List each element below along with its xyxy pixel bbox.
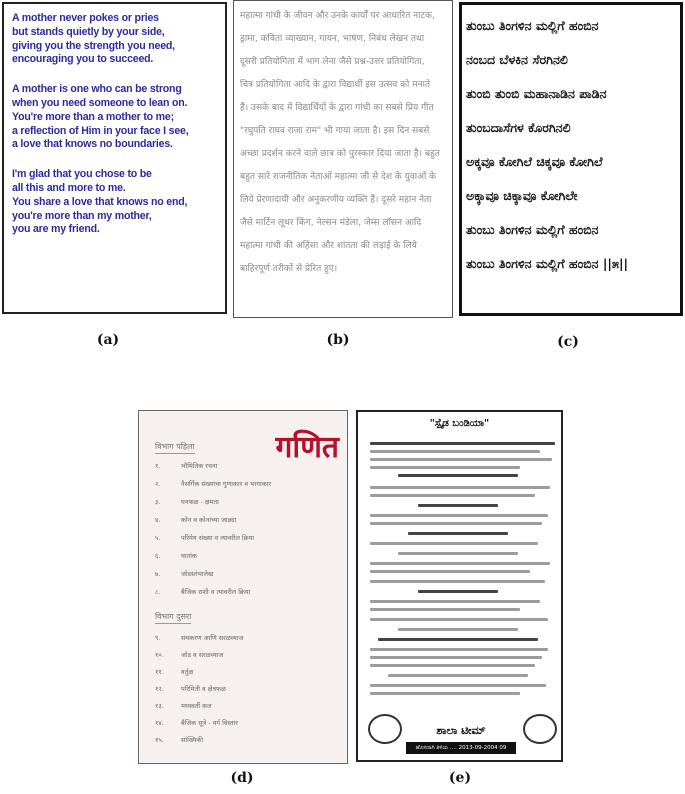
notice-text-line bbox=[370, 494, 535, 497]
contents-item-label: सांख्यिकी bbox=[181, 736, 204, 744]
contents-item-label: जोड व सरळव्याज bbox=[181, 651, 224, 659]
poem-stanza bbox=[12, 168, 219, 237]
notice-text-line bbox=[370, 580, 545, 583]
contents-item-number: ४. bbox=[155, 516, 161, 524]
notice-text-line bbox=[370, 486, 550, 489]
contents-item bbox=[155, 515, 236, 524]
verse-line: ಅಕ್ಕವೂ ಕೋಗಿಲೆ ಚಿಕ್ಕವೂ ಕೋಗಿಲೆ bbox=[466, 154, 603, 169]
notice-text-line bbox=[418, 504, 498, 507]
contents-item-label: भौमितिक रचना bbox=[181, 462, 218, 470]
caption-b: (b) bbox=[326, 332, 350, 348]
contents-item-number: १०. bbox=[155, 651, 164, 659]
caption-a: (a) bbox=[96, 332, 120, 348]
poem-stanza bbox=[12, 12, 219, 67]
contents-item bbox=[155, 569, 213, 578]
notice-text-line bbox=[370, 458, 552, 461]
notice-text-line bbox=[370, 600, 540, 603]
verse-line: ತುಂಬು ತಿಂಗಳಿನ ಮಲ್ಲಿಗೆ ಹಂಬಿನ bbox=[466, 222, 599, 237]
poem-line: but stands quietly by your side, bbox=[12, 25, 165, 38]
text-line: "रघुपति राघव राजा राम" भी गाया जाता है। इस दिन सबसे bbox=[240, 126, 430, 136]
poem-line: encouraging you to succeed. bbox=[12, 53, 154, 66]
text-line: लिये प्रेरणादायी और अनुकरणीय व्यक्ति हैं। दूसरे महान नेता bbox=[240, 195, 432, 205]
contents-item-number: ६. bbox=[155, 552, 161, 560]
contents-item bbox=[155, 667, 193, 676]
verse-line: ತುಂಬು ತಿಂಗಳಿನ ಮಲ್ಲಿಗೆ ಹಂಬಿನ bbox=[466, 18, 599, 33]
text-line: महात्मा गांधी की अहिंसा और शांतता की लड़ाई के लिये bbox=[240, 241, 417, 251]
contents-item-number: ५. bbox=[155, 534, 161, 542]
contents-item-label: मध्यवर्ती कल bbox=[181, 702, 212, 710]
panel-e-kannada-notice bbox=[356, 410, 563, 762]
contents-item bbox=[155, 650, 223, 659]
contents-item bbox=[155, 461, 217, 470]
panel-d-marathi-contents bbox=[138, 410, 348, 764]
notice-text-line bbox=[370, 522, 542, 525]
poem-stanza bbox=[12, 83, 219, 152]
contents-item-number: १२. bbox=[155, 685, 164, 693]
verse-line: ತುಂಬು ತಿಂಗಳಿನ ಮಲ್ಲಿಗೆ ಹಂಬಿನ ||೫|| bbox=[466, 256, 629, 271]
notice-text-line bbox=[370, 514, 548, 517]
section-heading-2: विभाग दुसरा bbox=[155, 611, 191, 624]
notice-text-line bbox=[398, 474, 518, 477]
poem-line: when you need someone to lean on. bbox=[12, 96, 188, 109]
poem-line: A mother never pokes or pries bbox=[12, 12, 159, 24]
caption-e: (e) bbox=[448, 770, 472, 786]
notice-text-line bbox=[370, 466, 520, 469]
poem-line: you're more than my mother, bbox=[12, 209, 152, 222]
contents-item bbox=[155, 684, 226, 693]
notice-text-line bbox=[370, 618, 548, 621]
poem-line: all this and more to me. bbox=[12, 181, 126, 194]
notice-text-line bbox=[398, 552, 518, 555]
text-line: ड्रामा, कविता व्याख्यान, गायन, भाषण, निबंध लेखन तथा bbox=[240, 34, 425, 44]
contents-item bbox=[155, 479, 271, 488]
left-emblem-icon bbox=[368, 714, 402, 744]
text-line: जैसे मार्टिन लूथर किंग, नेल्सन मंडेला, जेम्स लॉसन आदि bbox=[240, 218, 422, 228]
document-title: गणित bbox=[275, 430, 339, 465]
poem-line: giving you the strength you need, bbox=[12, 39, 175, 52]
contents-item-number: १४. bbox=[155, 719, 164, 727]
notice-text-line bbox=[398, 628, 518, 631]
notice-footer-title: ಶಾಲಾ ಟೀಮ್ bbox=[436, 724, 486, 737]
contents-item bbox=[155, 701, 212, 710]
contents-item bbox=[155, 587, 250, 596]
contents-item-number: १. bbox=[155, 462, 161, 470]
contents-item bbox=[155, 551, 197, 560]
panel-a-english-poem bbox=[2, 2, 227, 314]
text-line: दूसरी प्रतियोगिता में भाग लेना जैसे प्रश्न-उत्तर प्रतियोगिता, bbox=[240, 57, 425, 67]
contents-item-label: समकरण आणि सरळव्याज bbox=[181, 634, 244, 642]
notice-text-line bbox=[370, 542, 538, 545]
poem-line: a love that knows no boundaries. bbox=[12, 138, 173, 151]
contents-item-number: १३. bbox=[155, 702, 164, 710]
notice-text-line bbox=[370, 570, 530, 573]
notice-footer-bar: ಹೊಸದಾಗಿ ತಿಳಿಯ .... 2013-09-2004 09 bbox=[406, 742, 516, 754]
notice-text-line bbox=[408, 532, 508, 535]
contents-item-number: ७. bbox=[155, 570, 161, 578]
notice-text-line bbox=[388, 674, 528, 677]
caption-d: (d) bbox=[230, 770, 254, 786]
notice-text-line bbox=[378, 638, 538, 641]
text-line: महात्मा गांधी के जीवन और उनके कार्यों पर आधारित नाटक, bbox=[240, 11, 435, 21]
panel-b-hindi-text bbox=[233, 0, 453, 318]
contents-item bbox=[155, 718, 238, 727]
contents-item-label: बैजिक सूत्रे - वर्ग विस्तार bbox=[181, 719, 238, 727]
poem-line: You share a love that knows no end, bbox=[12, 195, 188, 208]
right-emblem-icon bbox=[523, 714, 557, 744]
panel-c-kannada-text bbox=[459, 2, 683, 316]
text-line: बाहिरपूर्ण तरीकों से प्रेरित हुए। bbox=[240, 264, 338, 274]
contents-item bbox=[155, 633, 243, 642]
contents-item-number: ८. bbox=[155, 588, 161, 596]
caption-c: (c) bbox=[557, 334, 579, 350]
contents-item-label: नैसर्गिक संख्यांचा गुणाकार व भागाकार bbox=[181, 480, 271, 488]
poem-line: You're more than a mother to me; bbox=[12, 110, 174, 123]
contents-item bbox=[155, 497, 219, 506]
contents-item-number: ११. bbox=[155, 668, 164, 676]
contents-item-number: ३. bbox=[155, 498, 161, 506]
verse-line: ತುಂಬಿ ತುಂಬಿ ಮಹಾನಾಡಿನ ಪಾಡಿನ bbox=[466, 86, 607, 101]
text-line: अच्छा प्रदर्शन करने वाले छात्र को पुरस्कार दिया जाता है। बहुत bbox=[240, 149, 440, 159]
notice-text-line bbox=[418, 590, 498, 593]
section-heading-1: विभाग पहिला bbox=[155, 441, 195, 454]
verse-line: ತುಂಬದಾಸೆಗಳ ಕೊರಗಿನಲಿ bbox=[466, 120, 571, 135]
notice-text-line bbox=[370, 562, 550, 565]
contents-item-label: जोडस्तंभालेख bbox=[181, 570, 214, 578]
notice-text-line bbox=[370, 442, 555, 445]
contents-item-label: बैजिक राशी व त्यावरील क्रिया bbox=[181, 588, 251, 596]
contents-item bbox=[155, 735, 203, 744]
notice-text-line bbox=[370, 608, 520, 611]
contents-item bbox=[155, 533, 254, 542]
notice-text-line bbox=[370, 692, 520, 695]
contents-item-label: वर्तुळ bbox=[181, 668, 194, 676]
text-line: हैं। उसके बाद में विद्यार्थियों के द्वारा गांधी का सबसे प्रिय गीत bbox=[240, 103, 434, 113]
notice-text-line bbox=[370, 684, 546, 687]
text-line: बहुत सारे राजनीतिक नेताओं महात्मा जी से देश के युवाओं के bbox=[240, 172, 437, 182]
verse-line: ಅಕ್ಕಾವೂ ಚಿಕ್ಕಾವೂ ಕೋಗಿಲೇ bbox=[466, 188, 578, 203]
notice-title: "ಸ್ಪೈಡ ಬಂಡಿಯಾ" bbox=[429, 418, 490, 429]
contents-item-number: १५. bbox=[155, 736, 164, 744]
contents-item-label: कोन व कोनांच्या जाड्या bbox=[181, 516, 237, 524]
contents-item-label: घातांक bbox=[181, 552, 197, 560]
contents-item-label: घनफळ - क्षमता bbox=[181, 498, 219, 506]
notice-text-line bbox=[370, 648, 548, 651]
verse-line: ನಂಬದ ಬೆಳಕಿನ ಸೆರಗಿನಲಿ bbox=[466, 52, 568, 67]
notice-text-line bbox=[370, 664, 535, 667]
notice-text-line bbox=[370, 656, 542, 659]
poem-line: you are my friend. bbox=[12, 223, 100, 236]
contents-item-label: परिमिती व क्षेत्रफळ bbox=[181, 685, 226, 693]
text-line: चित्र प्रतियोगिता आदि के द्वारा विद्यार्थी इस उत्सव को मनाते bbox=[240, 80, 431, 90]
contents-item-label: परिमेय संख्या व त्यावरील क्रिया bbox=[181, 534, 255, 542]
poem-line: a reflection of Him in your face I see, bbox=[12, 124, 189, 137]
contents-item-number: ९. bbox=[155, 634, 161, 642]
notice-text-line bbox=[370, 450, 540, 453]
contents-item-number: २. bbox=[155, 480, 161, 488]
poem-line: A mother is one who can be strong bbox=[12, 83, 182, 96]
poem-line: I'm glad that you chose to be bbox=[12, 168, 152, 181]
